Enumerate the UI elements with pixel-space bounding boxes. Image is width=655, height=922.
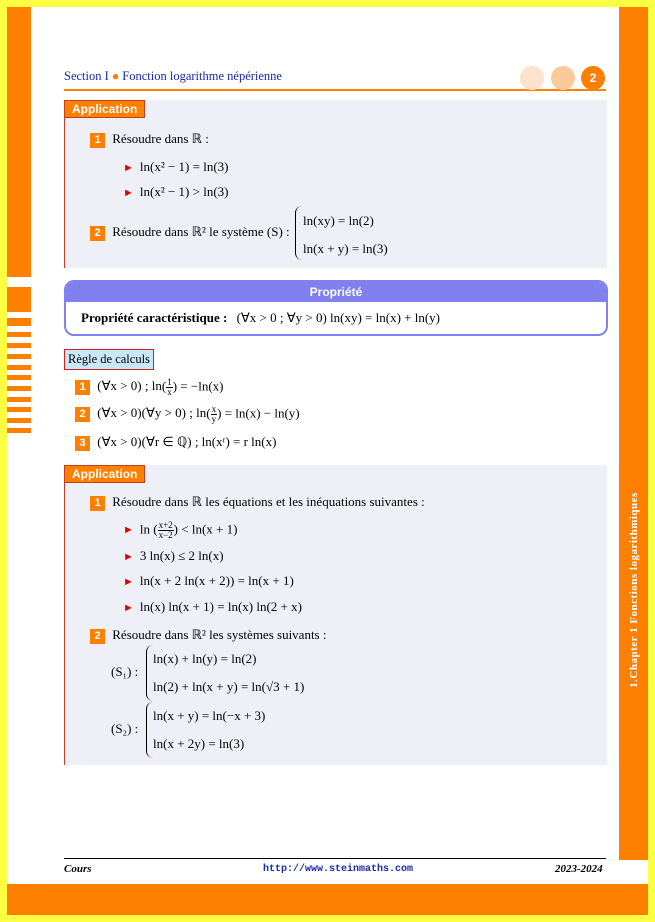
property-formula: (∀x > 0 ; ∀y > 0) ln(xy) = ln(x) + ln(y) <box>236 310 441 325</box>
rule-item: 1 (∀x > 0) ; ln( $\frac{1}{x}$ ) = −ln(x) <box>75 378 223 397</box>
system-brace <box>295 206 302 260</box>
system-equation: ln(2) + ln(x + y) = ln(√3 + 1) <box>153 679 305 694</box>
side-stripe <box>7 332 31 337</box>
side-stripe <box>7 397 31 402</box>
footer-link[interactable]: http://www.steinmaths.com <box>263 864 414 875</box>
app2-item: ► ln ( $\frac{x+2}{x-2}$ ) < ln(x + 1) <box>123 520 238 540</box>
header-rule <box>64 89 606 91</box>
system-equation: ln(x + 2y) = ln(3) <box>153 736 245 751</box>
section-label: Section I <box>64 69 109 83</box>
arrow-right-icon: ► <box>123 162 134 174</box>
side-stripe <box>7 428 31 433</box>
rule-item: 2 (∀x > 0)(∀y > 0) ; ln( $\frac{x}{y}$ ) = ln(x) − ln(y) <box>75 405 300 424</box>
number-badge: 2 <box>90 629 105 644</box>
decor-circle-icon <box>520 66 544 90</box>
app1-question-2: 2 Résoudre dans ℝ² le système (S) : <box>90 224 290 241</box>
app2-question-1: 1 Résoudre dans ℝ les équations et les inéquations suivantes : <box>90 494 425 511</box>
system-equation: ln(x + y) = ln(3) <box>303 241 388 256</box>
number-badge: 2 <box>90 226 105 241</box>
number-badge: 2 <box>75 407 90 422</box>
chapter-label: 1.Chapter 1 Fonctions logarithmiques <box>627 492 640 688</box>
system-equation: ln(xy) = ln(2) <box>303 213 374 228</box>
footer-rule <box>64 858 606 859</box>
page-number: 2 <box>581 66 605 90</box>
system-equation: ln(x) + ln(y) = ln(2) <box>153 651 257 666</box>
arrow-right-icon: ► <box>123 602 134 614</box>
footer-left: Cours <box>64 863 92 875</box>
rule-item: 3 (∀x > 0)(∀r ∈ ℚ) ; ln(xʳ) = r ln(x) <box>75 434 276 451</box>
arrow-right-icon: ► <box>123 187 134 199</box>
side-tab-1 <box>7 7 31 277</box>
bottom-margin-band <box>7 884 648 915</box>
app1-question-1: 1 Résoudre dans ℝ : <box>90 131 209 148</box>
side-tab-2 <box>7 287 31 312</box>
application-tag-2: Application <box>64 465 145 483</box>
decor-circle-icon <box>551 66 575 90</box>
bullet-dot-icon: ● <box>111 69 120 83</box>
property-title: Propriété <box>66 282 606 302</box>
system-label: (S₁) : <box>111 664 139 679</box>
number-badge: 1 <box>75 380 90 395</box>
system-brace <box>146 645 153 701</box>
number-badge: 3 <box>75 436 90 451</box>
footer-year: 2023-2024 <box>555 863 603 875</box>
side-stripe <box>7 375 31 380</box>
side-stripe <box>7 407 31 412</box>
number-badge: 1 <box>90 496 105 511</box>
side-stripe <box>7 343 31 348</box>
side-tab-3 <box>7 318 31 326</box>
property-label: Propriété caractéristique : <box>81 310 228 325</box>
app2-item: ► 3 ln(x) ≤ 2 ln(x) <box>123 548 224 563</box>
arrow-right-icon: ► <box>123 576 134 588</box>
system-brace <box>146 702 153 758</box>
app1-item: ► ln(x² − 1) > ln(3) <box>123 184 229 199</box>
app2-item: ► ln(x + 2 ln(x + 2)) = ln(x + 1) <box>123 573 294 588</box>
arrow-right-icon: ► <box>123 551 134 563</box>
property-box <box>64 280 608 336</box>
arrow-right-icon: ► <box>123 524 134 537</box>
side-stripe <box>7 386 31 391</box>
topic-label: Fonction logarithme népérienne <box>122 69 282 83</box>
app1-item: ► ln(x² − 1) = ln(3) <box>123 159 229 174</box>
app2-question-2: 2 Résoudre dans ℝ² les systèmes suivants : <box>90 627 326 644</box>
number-badge: 1 <box>90 133 105 148</box>
side-stripe <box>7 354 31 359</box>
side-stripe <box>7 365 31 370</box>
side-stripe <box>7 418 31 423</box>
application-tag-1: Application <box>64 100 145 118</box>
rules-title: Règle de calculs <box>64 349 154 370</box>
system-label: (S₂) : <box>111 721 139 736</box>
app2-item: ► ln(x) ln(x + 1) = ln(x) ln(2 + x) <box>123 599 302 614</box>
system-equation: ln(x + y) = ln(−x + 3) <box>153 708 266 723</box>
